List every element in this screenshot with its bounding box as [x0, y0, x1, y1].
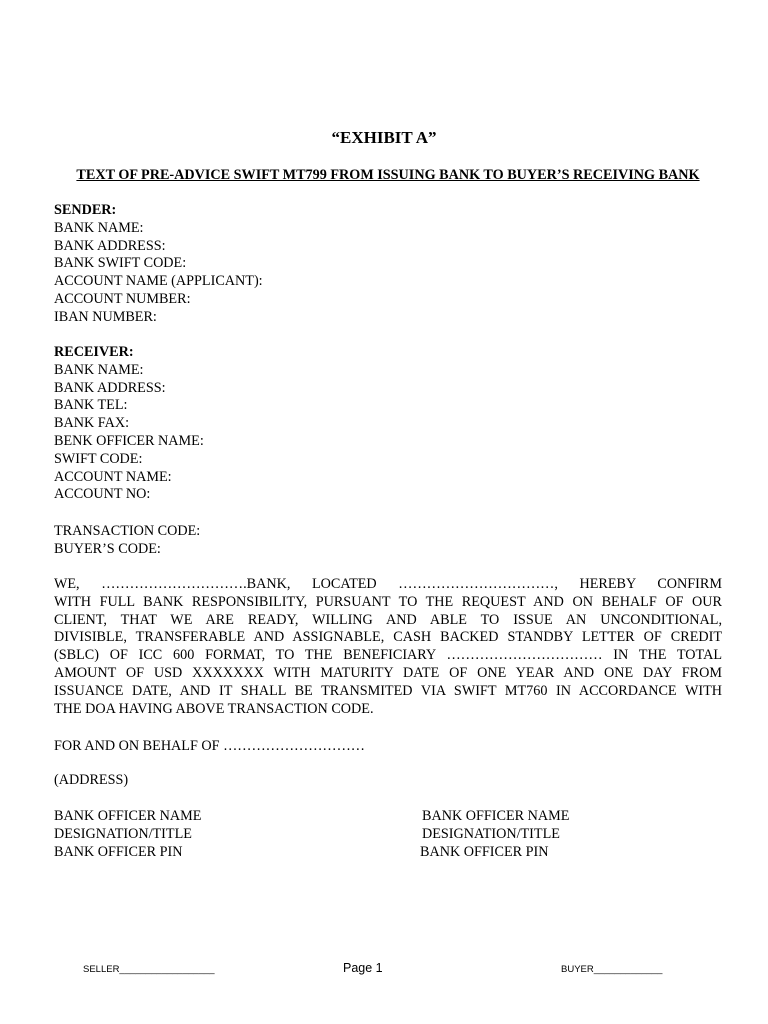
receiver-field: BANK FAX: — [54, 415, 130, 432]
receiver-field: ACCOUNT NAME: — [54, 468, 172, 485]
paragraph-line: WITH FULL BANK RESPONSIBILITY, PURSUANT TO THE REQUEST AND ON BEHALF OF OUR — [54, 593, 722, 610]
paragraph-line: CLIENT, THAT WE ARE READY, WILLING AND ABLE TO ISSUE AN UNCONDITIONAL, — [54, 611, 722, 628]
address-text: (ADDRESS) — [54, 772, 129, 788]
officer-name-label: BANK OFFICER NAME — [54, 808, 202, 824]
footer-seller: SELLER__________________ — [83, 964, 215, 975]
receiver-section — [54, 344, 722, 504]
receiver-field: ACCOUNT NO: — [54, 486, 151, 503]
sender-field: BANK SWIFT CODE: — [54, 255, 187, 272]
sender-field: IBAN NUMBER: — [54, 308, 157, 325]
signature-right — [420, 808, 569, 861]
paragraph-line: THE DOA HAVING ABOVE TRANSACTION CODE. — [54, 700, 374, 717]
receiver-field: BANK TEL: — [54, 397, 128, 414]
sender-section — [54, 202, 722, 327]
transaction-code-label: TRANSACTION CODE: — [54, 523, 201, 539]
paragraph-line: AMOUNT OF USD XXXXXXX WITH MATURITY DATE OF ONE YEAR AND ONE DAY FROM — [54, 664, 722, 681]
sender-field: BANK NAME: — [54, 219, 144, 236]
sender-field: ACCOUNT NAME (APPLICANT): — [54, 273, 263, 290]
buyer-code-label: BUYER’S CODE: — [54, 540, 161, 557]
address-line — [54, 772, 722, 790]
paragraph-line: ISSUANCE DATE, AND IT SHALL BE TRANSMITED VIA SWIFT MT760 IN ACCORDANCE WITH — [54, 682, 722, 699]
document-title: “EXHIBIT A” — [331, 128, 437, 147]
paragraph-line: DIVISIBLE, TRANSFERABLE AND ASSIGNABLE, CASH BACKED STANDBY LETTER OF CREDIT — [54, 629, 722, 646]
document-subtitle: TEXT OF PRE-ADVICE SWIFT MT799 FROM ISSUING BANK TO BUYER’S RECEIVING BANK — [76, 167, 700, 183]
paragraph-line: WE, ………………………….BANK, LOCATED ……………………………, HEREBY CONFIRM — [54, 576, 722, 592]
receiver-field: BANK ADDRESS: — [54, 379, 166, 396]
on-behalf-line — [54, 738, 722, 756]
officer-pin-label: BANK OFFICER PIN — [54, 843, 183, 860]
sender-field: BANK ADDRESS: — [54, 237, 166, 254]
signature-left — [54, 808, 201, 861]
sender-heading: SENDER: — [54, 202, 117, 218]
receiver-field: SWIFT CODE: — [54, 450, 143, 467]
designation-label: DESIGNATION/TITLE — [422, 825, 560, 842]
footer-buyer: BUYER_____________ — [561, 964, 663, 975]
designation-label: DESIGNATION/TITLE — [54, 825, 192, 842]
footer-page-number: Page 1 — [343, 961, 383, 975]
officer-pin-label: BANK OFFICER PIN — [420, 843, 549, 860]
confirmation-paragraph — [54, 576, 722, 718]
officer-name-label: BANK OFFICER NAME — [422, 808, 570, 824]
on-behalf-text: FOR AND ON BEHALF OF ………………………… — [54, 738, 365, 754]
codes-section — [54, 523, 722, 559]
receiver-field: BENK OFFICER NAME: — [54, 432, 204, 449]
paragraph-line: (SBLC) OF ICC 600 FORMAT, TO THE BENEFICIARY …………………………… IN THE TOTAL — [54, 647, 722, 664]
sender-field: ACCOUNT NUMBER: — [54, 290, 191, 307]
receiver-heading: RECEIVER: — [54, 344, 134, 360]
receiver-field: BANK NAME: — [54, 361, 144, 378]
